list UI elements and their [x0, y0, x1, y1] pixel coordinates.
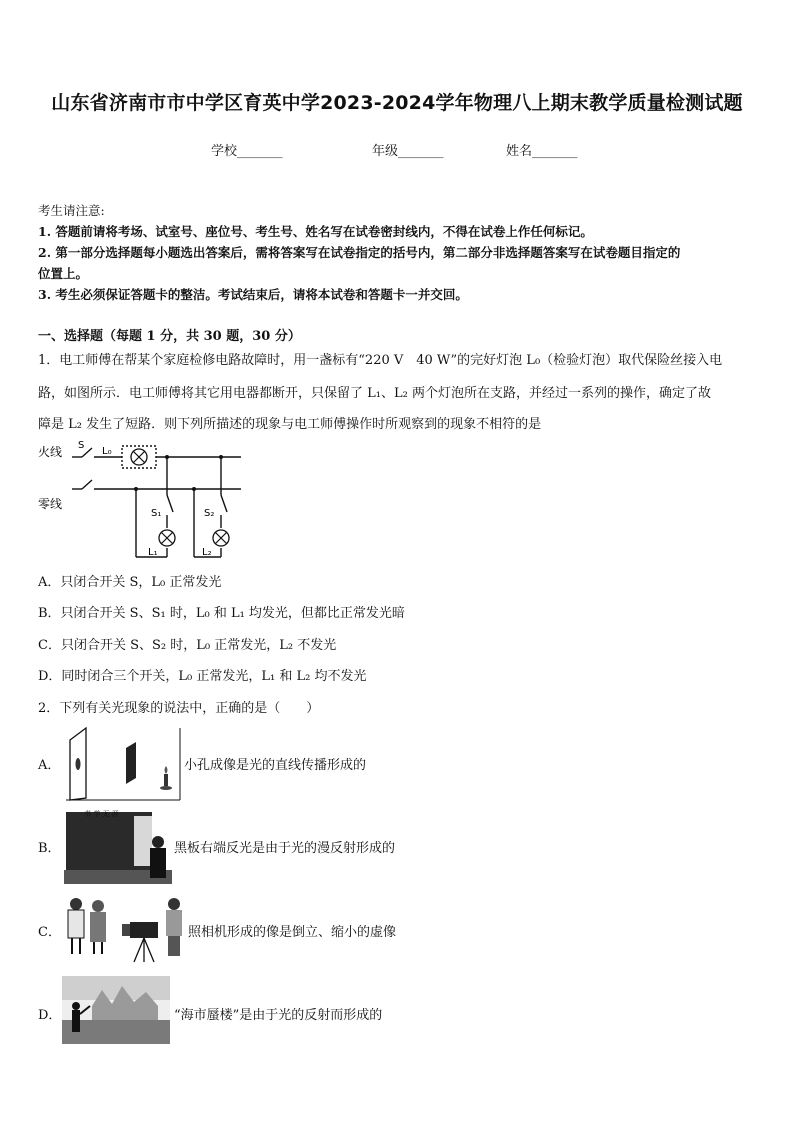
lamp-l0-label: L₀ [102, 446, 112, 457]
school-field: 学校_______ [211, 144, 283, 159]
switch-s1-label: S₁ [151, 508, 162, 519]
pinhole-camera-image [64, 726, 182, 802]
q2-option-b-text: 黑板右端反光是由于光的漫反射形成的 [174, 841, 396, 856]
circuit-diagram [36, 440, 251, 562]
camera-scene-image [64, 892, 186, 966]
q2-stem: 2．下列有关光现象的说法中，正确的是（ ） [38, 701, 320, 716]
q1-line-2: 路，如图所示．电工师傅将其它用电器都断开，只保留了 L₁、L₂ 两个灯泡所在支路，并经过一系列的操作，确定了故 [38, 386, 711, 401]
q1-option-d: D．同时闭合三个开关，L₀ 正常发光，L₁ 和 L₂ 均不发光 [38, 669, 367, 684]
blackboard-image [64, 806, 172, 884]
svg-text:书 学 无 涯: 书 学 无 涯 [84, 810, 119, 818]
q2-option-c-letter: C． [38, 925, 61, 940]
notice-heading: 考生请注意: [38, 203, 105, 218]
notice-item-3: 3. 考生必须保证答题卡的整洁。考试结束后，请将本试卷和答题卡一并交回。 [38, 287, 468, 302]
neutral-wire-label: 零线 [38, 497, 63, 511]
notice-item-2a: 2. 第一部分选择题每小题选出答案后，需将答案写在试卷指定的括号内，第二部分非选择题答案写在试卷题目指定的 [38, 245, 681, 260]
q1-line-3: 障是 L₂ 发生了短路．则下列所描述的现象与电工师傅操作时所观察到的现象不相符的是 [38, 417, 542, 432]
q2-option-d-text: “海市蜃楼”是由于光的反射而形成的 [174, 1008, 383, 1023]
page-title: 山东省济南市市中学区育英中学2023-2024学年物理八上期末教学质量检测试题 [51, 92, 743, 114]
q2-option-a-letter: A． [38, 758, 61, 773]
lamp-l2-label: L₂ [202, 547, 212, 558]
lamp-l1-label: L₁ [148, 547, 158, 558]
section-heading: 一、选择题（每题 1 分，共 30 题，30 分） [38, 329, 301, 344]
q2-option-b-letter: B． [38, 841, 61, 856]
grade-field: 年级_______ [372, 144, 444, 159]
switch-s-label: S [78, 440, 85, 451]
live-wire-label: 火线 [38, 445, 63, 459]
mirage-image [62, 976, 170, 1044]
notice-item-2b: 位置上。 [38, 266, 89, 281]
q1-option-a: A．只闭合开关 S，L₀ 正常发光 [38, 575, 222, 590]
q1-option-b: B．只闭合开关 S、S₁ 时，L₀ 和 L₁ 均发光，但都比正常发光暗 [38, 606, 405, 621]
name-field: 姓名_______ [506, 144, 578, 159]
q2-option-c-text: 照相机形成的像是倒立、缩小的虚像 [188, 925, 397, 940]
q2-option-d-letter: D． [38, 1008, 62, 1023]
q2-option-a-text: 小孔成像是光的直线传播形成的 [184, 758, 367, 773]
notice-item-1: 1. 答题前请将考场、试室号、座位号、考生号、姓名写在试卷密封线内，不得在试卷上作任何标记。 [38, 224, 593, 239]
q1-line-1: 1．电工师傅在帮某个家庭检修电路故障时，用一盏标有“220 V 40 W”的完好灯泡 L₀（检验灯泡）取代保险丝接入电 [38, 353, 723, 368]
q1-option-c: C．只闭合开关 S、S₂ 时，L₀ 正常发光，L₂ 不发光 [38, 638, 337, 653]
switch-s2-label: S₂ [204, 508, 215, 519]
